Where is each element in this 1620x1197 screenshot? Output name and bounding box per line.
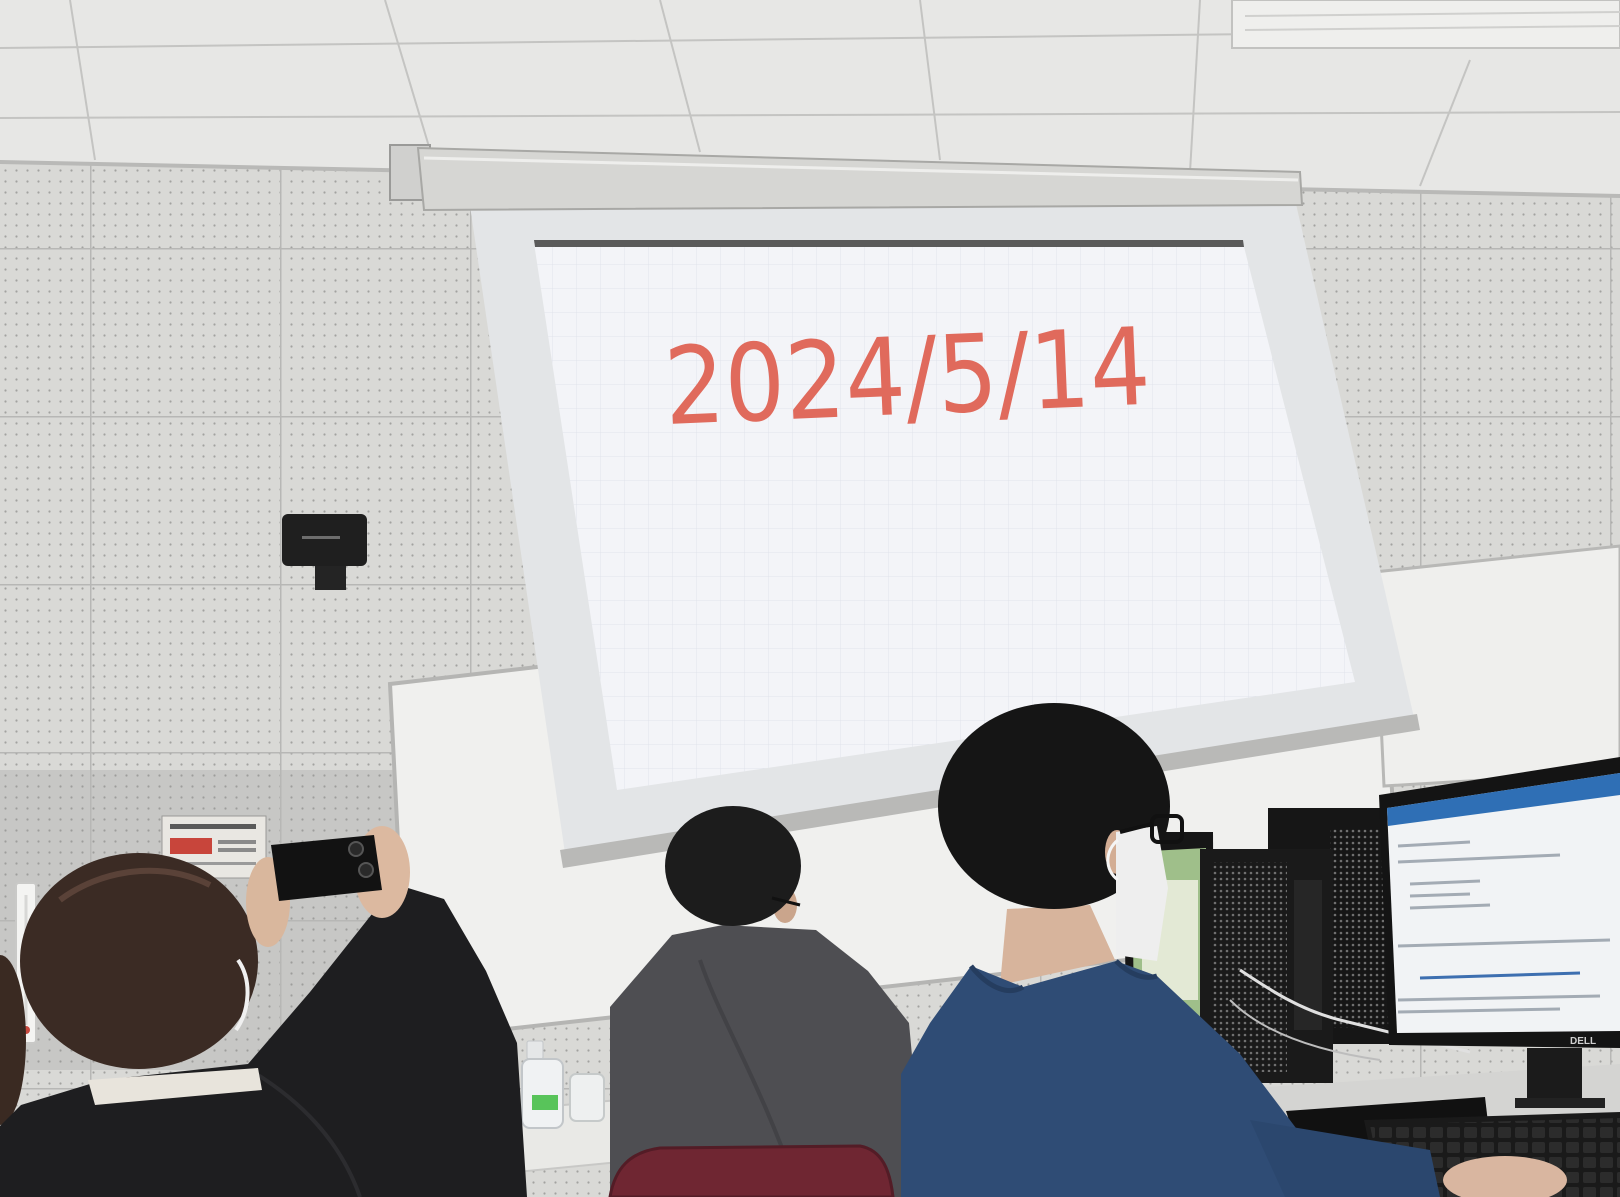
whiteboard-right [1374,546,1620,786]
ceiling-vent [1232,0,1620,48]
tower-port-panel [1294,880,1322,1030]
speaker-badge [302,536,340,539]
speaker-bracket [315,566,346,590]
hair [20,853,258,1069]
tower-mesh [1330,828,1390,1028]
sign-red-block [170,838,212,854]
sign-line [170,824,256,829]
handwritten-date: 2024/5/14 [661,303,1216,450]
sign-line [218,848,256,852]
projected-toolbar-line [534,240,1244,247]
phone-camera-lens [359,863,373,877]
monitor-stand [1527,1048,1582,1104]
second-bottle [570,1074,604,1121]
monitor-base [1515,1098,1605,1108]
speaker-body [282,514,367,566]
spray-label [532,1095,558,1110]
vent-frame [1232,0,1620,48]
spray-nozzle [527,1041,543,1059]
red-chair-back [610,1146,893,1197]
hair [665,806,801,926]
smartphone [271,835,382,901]
sign-line [218,840,256,844]
monitor-brand-logo: DELL [1570,1036,1597,1047]
spray-body [522,1059,563,1128]
content-line [1410,894,1470,896]
phone-camera-lens [349,842,363,856]
